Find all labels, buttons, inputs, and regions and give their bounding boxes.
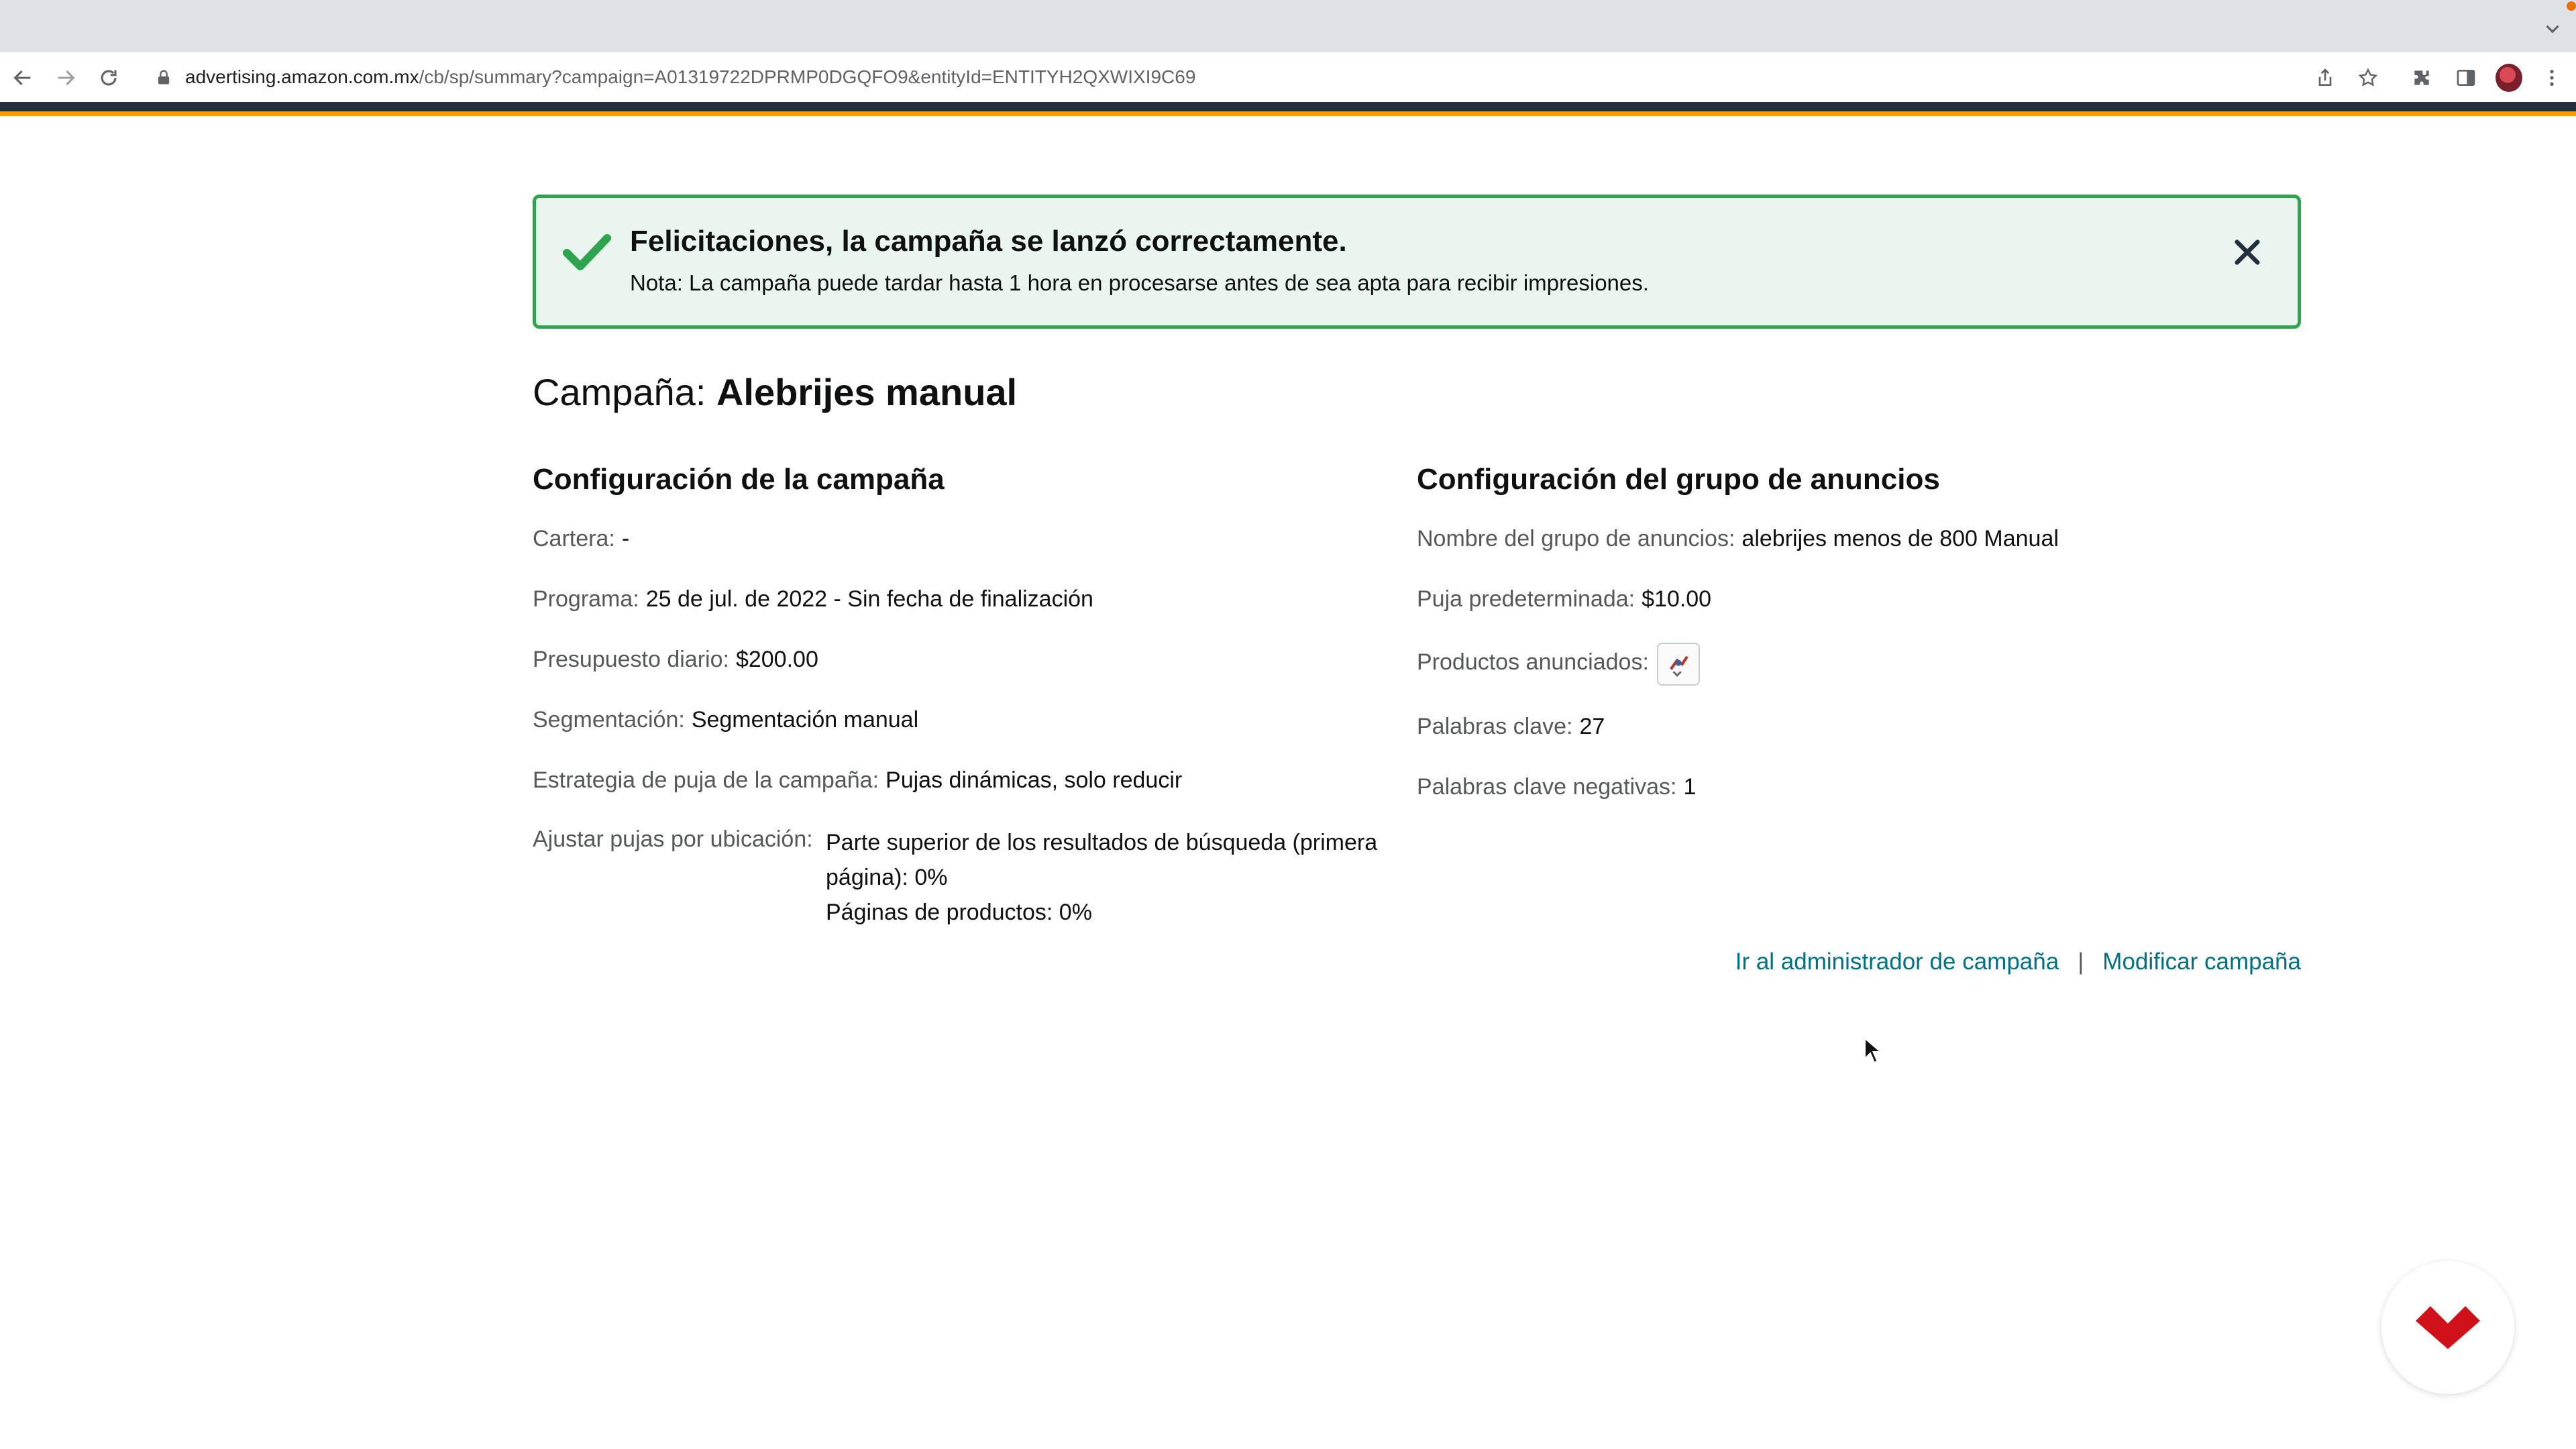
portfolio-label: Cartera: bbox=[533, 526, 615, 551]
default-bid-label: Puja predeterminada: bbox=[1417, 586, 1635, 612]
profile-avatar[interactable] bbox=[2496, 64, 2522, 91]
budget-label: Presupuesto diario: bbox=[533, 647, 729, 672]
url-path: /cb/sp/summary?campaign=A01319722DPRMP0DGQFO9&entityId=ENTITYH2QXWIXI9C69 bbox=[419, 66, 1196, 87]
page-title bbox=[533, 370, 1017, 414]
go-to-campaign-manager-link[interactable]: Ir al administrador de campaña bbox=[1735, 949, 2059, 975]
ad-group-name-label: Nombre del grupo de anuncios: bbox=[1417, 526, 1735, 551]
portfolio-value: - bbox=[621, 526, 630, 551]
floating-logo-button[interactable] bbox=[2381, 1261, 2514, 1394]
lock-icon bbox=[154, 68, 173, 87]
placement-line: Páginas de productos: 0% bbox=[826, 900, 1092, 925]
schedule-label: Programa: bbox=[533, 586, 639, 612]
share-icon[interactable] bbox=[2312, 64, 2339, 91]
close-icon[interactable] bbox=[2232, 237, 2263, 268]
schedule-value: 25 de jul. de 2022 - Sin fecha de finalización bbox=[645, 586, 1093, 612]
ad-group-name-row bbox=[1417, 526, 2059, 552]
campaign-settings-heading: Configuración de la campaña bbox=[533, 463, 945, 496]
url-host: advertising.amazon.com.mx bbox=[185, 66, 419, 87]
placement-line: página): 0% bbox=[826, 865, 948, 890]
ad-group-settings-heading: Configuración del grupo de anuncios bbox=[1417, 463, 1940, 496]
placement-label: Ajustar pujas por ubicación: bbox=[533, 826, 813, 852]
forward-arrow-icon[interactable] bbox=[52, 64, 79, 91]
action-links bbox=[1735, 949, 2301, 975]
targeting-value: Segmentación manual bbox=[691, 707, 919, 733]
keywords-label: Palabras clave: bbox=[1417, 714, 1573, 739]
bidding-strategy-row bbox=[533, 767, 1182, 794]
browser-tab-strip bbox=[0, 0, 2576, 52]
product-thumbnail[interactable] bbox=[1657, 643, 1700, 686]
bookmark-star-icon[interactable] bbox=[2355, 64, 2381, 91]
keywords-value: 27 bbox=[1579, 714, 1605, 739]
budget-value: $200.00 bbox=[735, 647, 818, 672]
extensions-puzzle-icon[interactable] bbox=[2408, 64, 2435, 91]
success-alert bbox=[533, 195, 2301, 329]
ad-group-name-value: alebrijes menos de 800 Manual bbox=[1741, 526, 2059, 551]
advertised-products-label: Productos anunciados: bbox=[1417, 649, 1649, 676]
reload-icon[interactable] bbox=[95, 64, 122, 91]
alert-message: Nota: La campaña puede tardar hasta 1 hora en procesarse antes de sea apta para recibir impresiones. bbox=[630, 270, 1649, 295]
kebab-menu-icon[interactable] bbox=[2538, 64, 2565, 91]
advertised-products-row bbox=[1417, 645, 1700, 688]
checkmark-icon bbox=[563, 233, 611, 273]
placement-values bbox=[826, 825, 1377, 930]
amazon-header-accent bbox=[0, 111, 2576, 116]
bidding-strategy-label: Estrategia de puja de la campaña: bbox=[533, 767, 879, 793]
negative-keywords-row bbox=[1417, 774, 1696, 800]
red-logo-icon bbox=[2413, 1303, 2483, 1352]
portfolio-row bbox=[533, 526, 629, 552]
targeting-label: Segmentación: bbox=[533, 707, 685, 733]
modify-campaign-link[interactable]: Modificar campaña bbox=[2102, 949, 2301, 975]
back-arrow-icon[interactable] bbox=[9, 64, 36, 91]
page-title-prefix: Campaña: bbox=[533, 371, 706, 413]
amazon-header-bar bbox=[0, 102, 2576, 111]
campaign-name: Alebrijes manual bbox=[716, 371, 1018, 413]
mouse-cursor-icon bbox=[1864, 1037, 1881, 1064]
bidding-strategy-value: Pujas dinámicas, solo reducir bbox=[885, 767, 1183, 793]
schedule-row bbox=[533, 586, 1093, 612]
avatar bbox=[2496, 64, 2522, 92]
placement-line: Parte superior de los resultados de búsqueda (primera bbox=[826, 830, 1378, 855]
negative-keywords-value: 1 bbox=[1683, 774, 1697, 800]
negative-keywords-label: Palabras clave negativas: bbox=[1417, 774, 1677, 800]
notification-dot bbox=[2567, 1, 2576, 11]
keywords-row bbox=[1417, 714, 1605, 740]
browser-toolbar bbox=[0, 52, 2576, 102]
alert-title: Felicitaciones, la campaña se lanzó correctamente. bbox=[630, 225, 1347, 258]
budget-row bbox=[533, 647, 818, 673]
default-bid-row bbox=[1417, 586, 1711, 612]
link-separator: | bbox=[2078, 949, 2084, 975]
address-bar[interactable] bbox=[141, 58, 2381, 97]
side-panel-icon[interactable] bbox=[2453, 64, 2479, 91]
url-text[interactable] bbox=[185, 66, 1195, 89]
alebrije-figure-icon bbox=[1658, 644, 1699, 684]
default-bid-value: $10.00 bbox=[1642, 586, 1712, 612]
placement-row bbox=[533, 826, 813, 853]
targeting-row bbox=[533, 707, 918, 733]
tab-search-chevron-icon[interactable] bbox=[2541, 17, 2564, 40]
